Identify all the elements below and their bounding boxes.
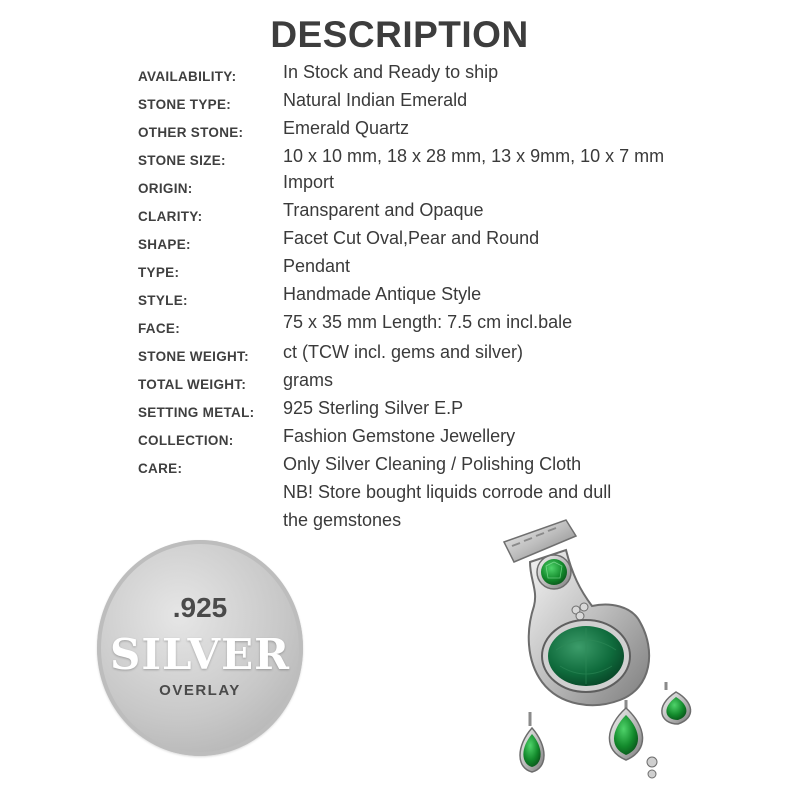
silver-overlay-badge	[97, 540, 303, 756]
spec-row-stone-weight	[0, 342, 799, 370]
spec-label: SHAPE:	[138, 237, 191, 252]
spec-row-other-stone	[0, 118, 799, 146]
spec-label: OTHER STONE:	[138, 125, 244, 140]
spec-value: Fashion Gemstone Jewellery	[283, 426, 516, 446]
spec-label: TOTAL WEIGHT:	[138, 377, 247, 392]
badge-overlay-text: OVERLAY	[159, 682, 241, 699]
spec-value: Handmade Antique Style	[283, 284, 482, 304]
spec-label: TYPE:	[138, 265, 180, 280]
pendant-image	[490, 510, 710, 790]
spec-label: STYLE:	[138, 293, 188, 308]
spec-label: ORIGIN:	[138, 181, 193, 196]
spec-value: Facet Cut Oval,Pear and Round	[283, 228, 540, 248]
spec-row-clarity	[0, 200, 799, 228]
spec-value: Emerald Quartz	[283, 118, 410, 138]
spec-row-collection	[0, 426, 799, 454]
spec-row-face	[0, 312, 799, 340]
drop-right	[662, 682, 691, 724]
spec-row-care	[0, 454, 799, 482]
spec-value: 75 x 35 mm Length: 7.5 cm incl.bale	[283, 312, 573, 332]
spec-label: COLLECTION:	[138, 433, 234, 448]
spec-row-total-weight	[0, 370, 799, 398]
drop-left	[520, 712, 544, 772]
spec-row-setting-metal	[0, 398, 799, 426]
drop-center	[609, 700, 657, 778]
badge-silver-text: SILVER	[109, 630, 291, 679]
spec-value: grams	[283, 370, 334, 390]
spec-label: SETTING METAL:	[138, 405, 255, 420]
spec-row-availability	[0, 62, 799, 90]
spec-label: AVAILABILITY:	[138, 69, 237, 84]
spec-value: In Stock and Ready to ship	[283, 62, 499, 82]
spec-label: STONE TYPE:	[138, 97, 232, 112]
spec-value: Only Silver Cleaning / Polishing Cloth	[283, 454, 582, 474]
spec-label: CLARITY:	[138, 209, 203, 224]
spec-value: 925 Sterling Silver E.P	[283, 398, 464, 418]
spec-value: Import	[283, 172, 335, 192]
spec-value: 10 x 10 mm, 18 x 28 mm, 13 x 9mm, 10 x 7 mm	[283, 146, 665, 166]
badge-purity-text: .925	[172, 592, 228, 623]
spec-row-stone-type	[0, 90, 799, 118]
care-note-line-1: NB! Store bought liquids corrode and dull	[283, 482, 612, 502]
spec-row-stone-size	[0, 146, 799, 174]
spec-row-style	[0, 284, 799, 312]
oval-emerald	[542, 620, 630, 692]
spec-value: ct (TCW incl. gems and silver)	[283, 342, 524, 362]
page-title: DESCRIPTION	[270, 14, 529, 55]
spec-label: STONE SIZE:	[138, 153, 226, 168]
spec-row-shape	[0, 228, 799, 256]
spec-value: Transparent and Opaque	[283, 200, 484, 220]
care-note-line-2: the gemstones	[283, 510, 402, 530]
spec-label: CARE:	[138, 461, 183, 476]
spec-value: Natural Indian Emerald	[283, 90, 468, 110]
spec-label: STONE WEIGHT:	[138, 349, 249, 364]
spec-row-type	[0, 256, 799, 284]
spec-label: FACE:	[138, 321, 180, 336]
spec-row-origin	[0, 172, 799, 200]
small-round-emerald	[537, 555, 571, 589]
spec-value: Pendant	[283, 256, 351, 276]
